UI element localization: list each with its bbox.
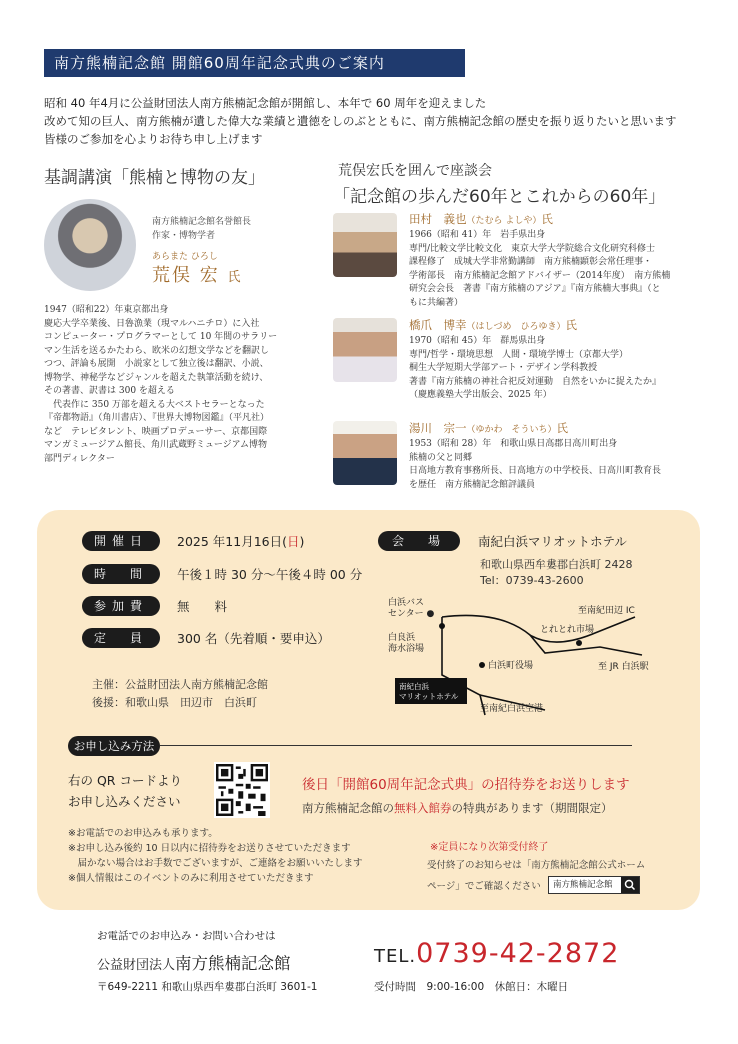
keynote-speaker-photo [44,199,136,291]
time-label: 時 間 [82,564,160,584]
tel-number: 0739-42-2872 [416,938,620,969]
note-line: ※お電話でのお申込みも承ります。 [68,828,218,839]
access-map [380,595,670,720]
panelist-suffix: 氏 [565,318,578,332]
map-label-town-office: 白浜町役場 [488,661,534,671]
keynote-heading [44,163,265,188]
bio-line: もに共編著） [409,297,464,308]
panelist-2-bio [409,335,661,403]
apply-heading: お申し込み方法 [68,736,160,756]
panelist-3 [409,420,661,492]
bio-line: 日高地方教育事務所長、日高地方の中学校長、日高川町教育長 [409,466,662,476]
bio-line: コンピューター・プログラマーとして 10 年間のサラリー [44,332,278,342]
venue-name: 南紀白浜マリオットホテル [478,534,627,549]
capacity-note: ※定員になり次第受付終了 [430,842,549,853]
panelist-photo [333,318,397,382]
note-line: ※個人情報はこのイベントのみに利用させていただきます [68,873,314,884]
bio-line: 熊楠の父と同郷 [409,452,473,463]
toretore-marker [576,640,582,646]
panelist-kana: （ゆかわ そういち） [466,425,557,435]
qr-text-1: 右の QR コードより [68,773,182,788]
search-box[interactable] [548,876,640,894]
tel-label: TEL. [374,946,417,967]
map-label-toretore: とれとれ市場 [540,625,595,635]
panelist-1-bio [409,229,670,310]
invite-benefit [302,800,613,816]
panelist-1-name [409,211,670,227]
panelist-2 [409,317,661,403]
bio-line: 著書『南方熊楠の神社合祀反対運動 自然をいかに捉えたか』 [409,376,662,387]
keynote-bio [44,304,277,466]
map-label-station: 至 JR 白浜駅 [598,662,649,672]
capacity-label: 定 員 [82,628,160,648]
end-note-1: 受付終了のお知らせは「南方熊楠記念館公式ホーム [427,860,646,871]
bio-line: 1947（昭和22）年東京都出身 [44,305,169,315]
bio-line: 1966（昭和 41）年 岩手県出身 [409,230,546,240]
capacity-value: 300 名（先着順・要申込） [177,631,330,646]
map-label-hotel-2: マリオットホテル [399,692,459,701]
panel-subheading: 「記念館の歩んだ60年とこれからの60年」 [333,187,666,207]
invite-headline: 後日「開館60周年記念式典」の招待券をお送りします [302,777,630,793]
panelist-name-text: 橋爪 博幸 [409,318,467,332]
benefit-post: の特典があります（期間限定） [451,801,613,815]
panelist-suffix: 氏 [541,212,553,226]
bio-line: など テレビタレント、映画プロデューサー、京都国際 [44,426,268,437]
panelist-name-text: 田村 義也 [409,212,467,226]
date-text: 2025 年11月16日( [177,534,287,549]
bio-line: つつ、評論も展開 小説家として独立後は翻訳、小説、 [44,359,269,369]
fee-value: 無 料 [177,599,228,614]
bio-line: 1970（昭和 45）年 群馬県出身 [409,336,546,346]
map-label-hotel-1: 南紀白浜 [399,682,429,691]
org-prefix: 公益財団法人 [97,958,176,973]
bio-line: 研究会会長 著書『南方熊楠のアジア』『南方熊楠大事典』（と [409,284,661,294]
intro-line-1: 昭和 40 年4月に公益財団法人南方熊楠記念館が開館し、本年で 60 周年を迎えました [44,96,487,110]
intro-line-3: 皆様のご参加を心よりお待ち申し上げます [44,132,263,146]
venue-label: 会 場 [378,531,460,551]
footer-hours: 受付時間 9:00-16:00 休館日：木曜日 [374,981,569,993]
panelist-name-text: 湯川 宗一 [409,421,467,435]
map-label-airport: 至南紀白浜空港 [480,704,544,714]
bio-line: 専門/比較文学比較文化 東京大学大学院総合文化研究科修士 [409,243,656,254]
page-title: 南方熊楠記念館 開館60周年記念式典のご案内 [44,49,465,77]
map-label-beach-2: 海水浴場 [388,644,425,654]
bio-line: を歴任 南方熊楠記念館評議員 [409,479,536,490]
org-name [97,950,291,974]
date-close: ) [299,534,305,549]
footer-address: 〒649-2211 和歌山県西牟婁郡白浜町 3601-1 [97,981,318,993]
time-value: 午後１時 30 分～午後４時 00 分 [177,567,363,582]
date-label: 開催日 [82,531,160,551]
map-label-beach-1: 白良浜 [388,633,416,643]
organizer: 主催：公益財団法人南方熊楠記念館 [92,678,268,691]
keynote-role [152,215,251,243]
fee-label: 参加費 [82,596,160,616]
apply-divider [160,745,632,746]
intro-line-2: 改めて知の巨人、南方熊楠が遺した偉大な業績と遺徳をしのぶとともに、南方熊楠記念館の歴史を振り返りたいと思います [44,114,677,128]
note-line: ※お申し込み後約 10 日以内に招待券をお送りさせていただきます [68,843,351,854]
bio-line: その著書、訳書は 300 を超える [44,386,175,396]
panelist-kana: （はしづめ ひろゆき） [466,322,566,332]
map-label-tanabe-ic: 至南紀田辺 IC [578,606,635,616]
bio-line: 博物学、神秘学などジャンルを超えた執筆活動を続け、 [44,372,269,383]
bio-line: 桐生大学短期大学部アート・デザイン学科教授 [409,363,598,373]
panel-heading: 荒俣宏氏を囲んで座談会 [338,163,492,179]
date-day: 日 [286,534,300,549]
keynote-name [152,261,240,287]
org-name-main: 南方熊楠記念館 [175,954,291,973]
benefit-highlight: 無料入館券 [394,801,452,815]
bio-line: 1953（昭和 28）年 和歌山県日高郡日高川町出身 [409,439,618,449]
keynote-kana: あらまた ひろし [152,252,218,262]
keynote-heading-prefix: 基調講演 [44,168,112,188]
bio-line: （慶應義塾大学出版会、2025 年） [409,390,552,400]
date-value [177,532,304,550]
bio-line: 慶応大学卒業後、日魯漁業（現マルハニチロ）に入社 [44,318,260,329]
bio-line: 学術部長 南方熊楠記念館アドバイザー（2014年度） 南方熊楠 [409,270,671,281]
search-text: 南方熊楠記念館 [553,880,613,890]
panelist-kana: （たむら よしや） [466,216,542,226]
venue-tel: Tel：0739-43-2600 [480,574,584,587]
bio-line: 専門/哲学・環境思想 人間・環境学博士（京都大学） [409,349,629,360]
panelist-photo [333,421,397,485]
panelist-1 [409,211,670,310]
panelist-photo [333,213,397,277]
town-office-marker [479,662,485,668]
search-icon[interactable] [621,877,639,893]
footer-tel[interactable] [374,938,619,969]
panelist-3-bio [409,438,661,492]
keynote-name-suffix: 氏 [227,270,241,285]
apply-notes [68,826,363,886]
panelist-2-name [409,317,661,333]
keynote-heading-title: 「熊楠と博物の友」 [112,168,265,188]
bio-line: 部門ディレクター [44,453,115,464]
keynote-name-text: 荒俣 宏 [152,265,220,286]
note-line: 届かない場合はお手数でございますが、ご連絡をお願いいたします [68,858,363,869]
panelist-3-name [409,420,661,436]
bio-line: マン生活を送るかたわら、欧米の幻想文学などを翻訳し [44,345,270,356]
bio-line: 代表作に 350 万部を超える大ベストセラーとなった [44,399,265,410]
map-label-bus-center-2: センター ● [388,609,435,619]
keynote-role-2: 作家・博物学者 [152,231,216,241]
contact-label: お電話でのお申込み・お問い合わせは [97,930,276,942]
benefit-pre: 南方熊楠記念館の [302,801,394,815]
venue-address: 和歌山県西牟婁郡白浜町 2428 [480,558,633,571]
bio-line: 『帝都物語』（角川書店）、『世界大博物図鑑』（平凡社） [44,413,270,423]
bio-line: マンガミュージアム館長、角川武蔵野ミュージアム博物 [44,440,268,450]
panelist-suffix: 氏 [556,421,569,435]
keynote-role-1: 南方熊楠記念館名誉館長 [152,217,252,227]
map-label-bus-center-1: 白浜バス [388,598,425,608]
bio-line: 課程修了 成城大学非常勤講師 南方熊楠顕彰会常任理事・ [409,257,653,267]
end-note-2: ページ」でご確認ください [427,881,541,892]
qr-text-2: お申し込みください [68,794,181,809]
support: 後援：和歌山県 田辺市 白浜町 [92,696,257,709]
bus-center-marker [439,623,445,629]
qr-code[interactable] [214,762,270,818]
